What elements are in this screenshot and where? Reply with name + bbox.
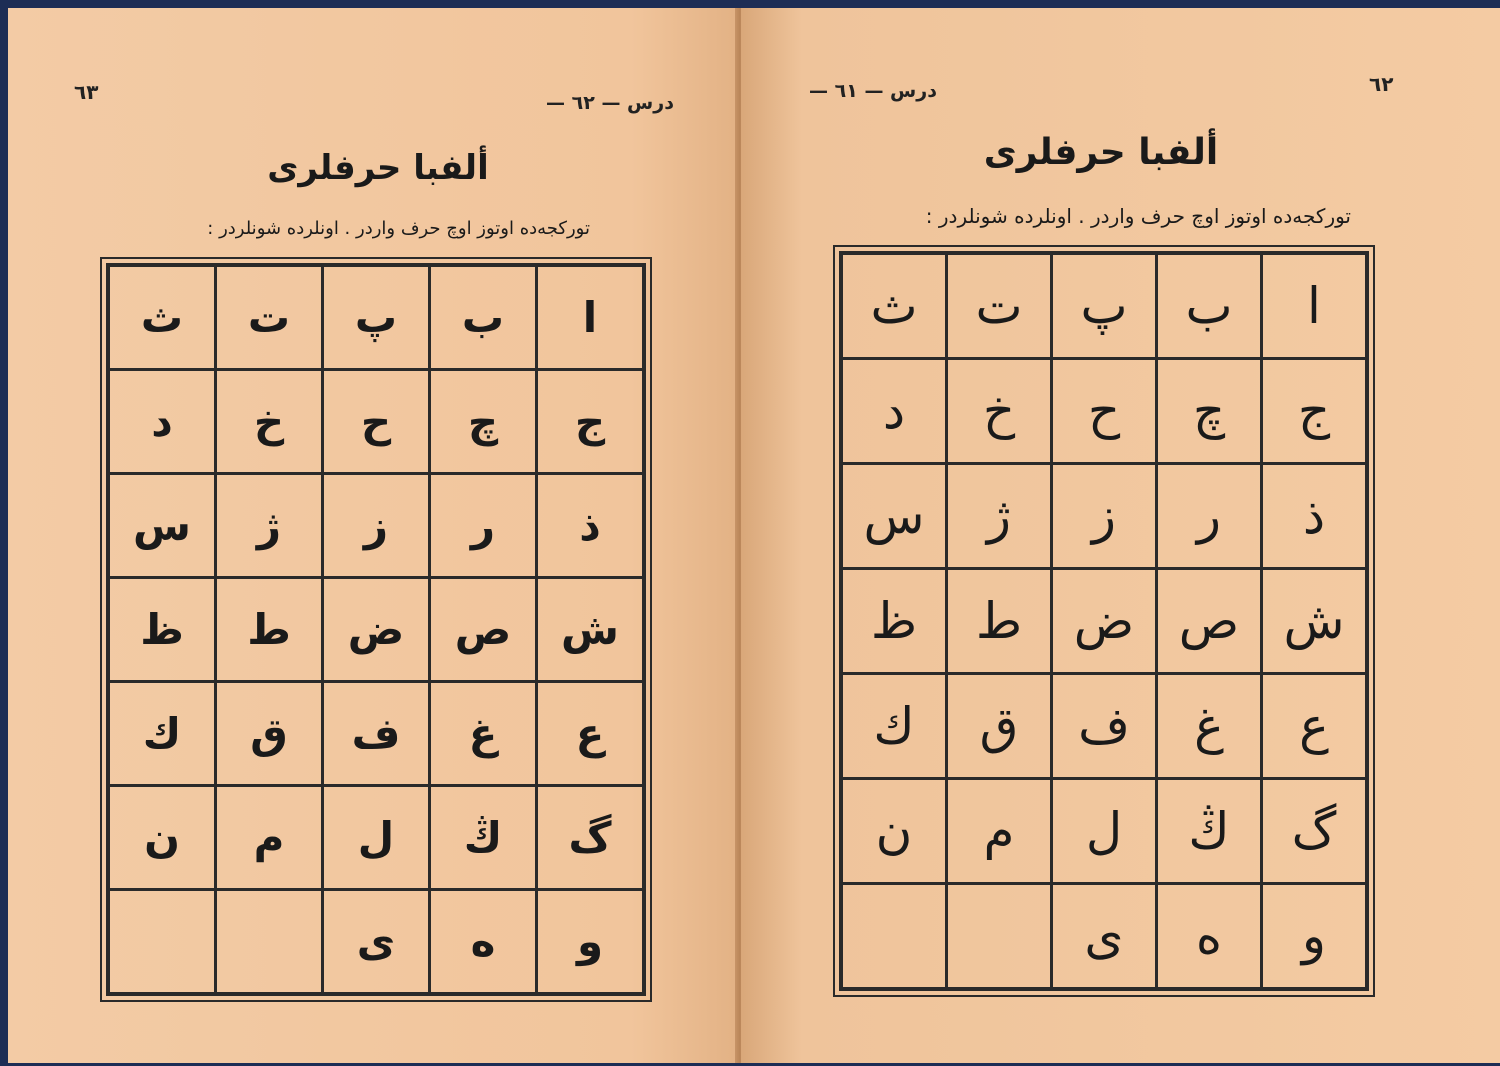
alphabet-grid [106,263,646,996]
grid-row [841,569,1367,674]
page-title: ألفبا حرفلرى [983,132,1219,173]
grid-row [108,265,644,370]
letter-cell: م [216,786,323,890]
letter-cell: و [537,890,645,995]
letter-cell: ذ [1262,464,1368,569]
letter-cell: ى [323,890,430,995]
letter-cell: ز [323,474,430,578]
letter-cell: ف [323,682,430,786]
grid-row [841,779,1367,884]
lesson-header: درس — ٦٢ — [546,92,674,114]
letter-cell: ع [1262,674,1368,779]
letter-cell: ح [323,370,430,474]
letter-cell: ڭ [430,786,537,890]
letter-cell: ن [108,786,216,890]
letter-cell [841,884,947,990]
page-number: ٦٢ [1369,72,1394,96]
grid-row [108,682,644,786]
grid-row [841,674,1367,779]
letter-cell: ض [1052,569,1157,674]
letter-cell: م [947,779,1052,884]
letter-cell [947,884,1052,990]
letter-cell: ژ [947,464,1052,569]
grid-row [841,464,1367,569]
letter-cell: ب [1157,253,1262,359]
letter-cell: ف [1052,674,1157,779]
letter-cell: ث [841,253,947,359]
letter-cell: ب [430,265,537,370]
letter-cell: ش [537,578,645,682]
letter-cell: ث [108,265,216,370]
grid-row [841,884,1367,990]
lesson-header: درس — ٦١ — [809,80,937,102]
alphabet-grid [839,251,1369,991]
letter-cell: ذ [537,474,645,578]
letter-cell: س [108,474,216,578]
letter-cell: ه [430,890,537,995]
grid-row [841,359,1367,464]
letter-cell: ح [1052,359,1157,464]
letter-cell: چ [430,370,537,474]
page-number: ٦٣ [74,80,99,104]
letter-cell: پ [1052,253,1157,359]
letter-cell: ك [841,674,947,779]
grid-row [108,474,644,578]
letter-cell [108,890,216,995]
letter-cell: ت [947,253,1052,359]
letter-cell: د [108,370,216,474]
letter-cell: ا [1262,253,1368,359]
letter-cell: ش [1262,569,1368,674]
letter-cell: ز [1052,464,1157,569]
grid-row [108,578,644,682]
letter-cell: ت [216,265,323,370]
letter-cell: ع [537,682,645,786]
letter-cell: غ [430,682,537,786]
letter-cell: د [841,359,947,464]
letter-cell: پ [323,265,430,370]
letter-cell: گ [1262,779,1368,884]
letter-cell: ط [216,578,323,682]
letter-cell: چ [1157,359,1262,464]
letter-cell: ر [1157,464,1262,569]
letter-cell: خ [216,370,323,474]
letter-cell: ظ [841,569,947,674]
grid-row [108,786,644,890]
letter-cell: ژ [216,474,323,578]
letter-cell: ق [947,674,1052,779]
letter-cell: ر [430,474,537,578]
page-subtitle: توركجه‌ده اوتوز اوچ حرف واردر . اونلرده شونلردر : [207,218,590,239]
letter-cell: غ [1157,674,1262,779]
letter-cell: ض [323,578,430,682]
letter-cell: ن [841,779,947,884]
letter-cell: ى [1052,884,1157,990]
letter-cell: ك [108,682,216,786]
page-title: ألفبا حرفلرى [267,148,489,188]
grid-row [108,890,644,995]
letter-cell: ا [537,265,645,370]
grid-row [108,370,644,474]
left-page [8,8,741,1063]
letter-cell: ق [216,682,323,786]
letter-cell: ل [323,786,430,890]
letter-cell: ڭ [1157,779,1262,884]
letter-cell [216,890,323,995]
letter-cell: س [841,464,947,569]
page-subtitle: توركجه‌ده اوتوز اوچ حرف واردر . اونلرده شونلردر : [925,204,1351,228]
letter-cell: ظ [108,578,216,682]
letter-cell: و [1262,884,1368,990]
letter-cell: گ [537,786,645,890]
letter-cell: ص [1157,569,1262,674]
letter-cell: ج [1262,359,1368,464]
letter-cell: ص [430,578,537,682]
letter-cell: ه [1157,884,1262,990]
letter-cell: خ [947,359,1052,464]
right-page [741,8,1500,1063]
letter-cell: ل [1052,779,1157,884]
letter-cell: ط [947,569,1052,674]
letter-cell: ج [537,370,645,474]
grid-row [841,253,1367,359]
